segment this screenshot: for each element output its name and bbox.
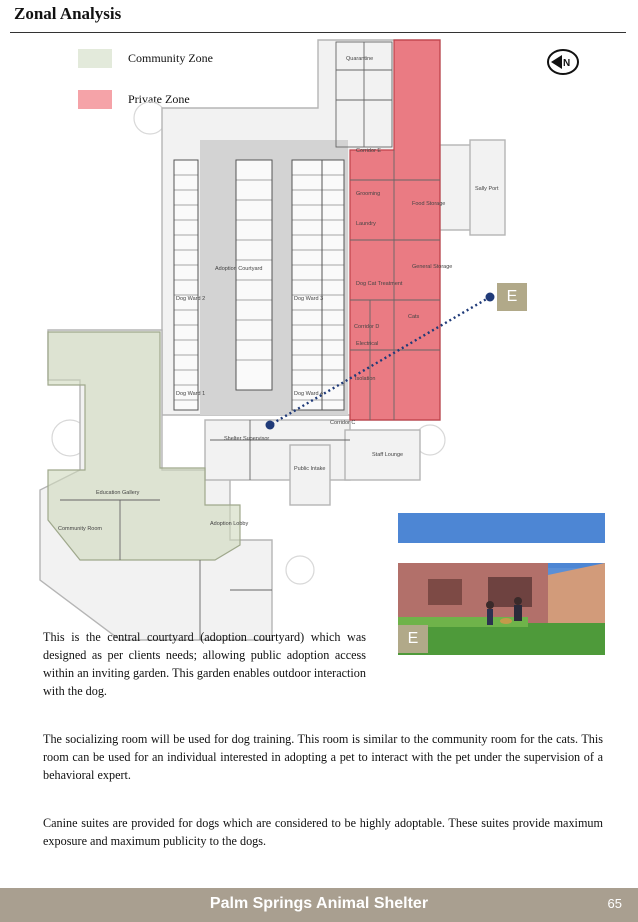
courtyard-photo [398, 513, 605, 655]
plan-label-corridor-e: Corridor E [356, 148, 382, 154]
plan-label-laundry: Laundry [356, 221, 376, 227]
svg-text:N: N [563, 58, 571, 69]
plan-label-dog-ward-3: Dog Ward 3 [294, 296, 324, 302]
plan-label-adoption-courtyard: Adoption Courtyard [215, 266, 263, 272]
plan-label-isolation: Isolation [355, 376, 376, 382]
plan-label-dog-ward-4: Dog Ward 4 [294, 391, 324, 397]
plan-label-dog-ward-1: Dog Ward 1 [176, 391, 206, 397]
footer-title: Palm Springs Animal Shelter [209, 895, 429, 912]
page-number: 65 [607, 896, 622, 911]
plan-label-community-room: Community Room [58, 526, 103, 532]
plan-label-public-intake: Public Intake [294, 466, 326, 472]
canine-paragraph: Canine suites are provided for dogs which are considered to be highly adoptable. These suites provide maximum exposure and maximum publicity to the dogs. [43, 816, 603, 848]
viewpoint-dot-map [486, 293, 495, 302]
plan-label-grooming: Grooming [356, 191, 381, 197]
page-title: Zonal Analysis [14, 4, 122, 23]
plan-label-treatment: Dog Cat Treatment [356, 281, 403, 287]
plan-label-adoption-lobby: Adoption Lobby [210, 521, 249, 527]
plan-label-dog-ward-2: Dog Ward 2 [176, 296, 206, 302]
plan-label-corridor-d: Corridor D [354, 324, 380, 330]
socializing-paragraph: The socializing room will be used for dog training. This room is similar to the community room for the cats. This room can be used for an individual interested in adopting a pet to interact with the pet under the supervision of a behavioral expert. [43, 732, 603, 782]
plan-label-sally-port: Sally Port [475, 186, 499, 192]
plan-label-quarantine: Quarantine [346, 56, 374, 62]
courtyard-paragraph: This is the central courtyard (adoption courtyard) which was designed as per clients needs; allowing public adoption access within an inviting garden. This garden enables outdoor interaction with the dog. [43, 630, 366, 698]
plan-label-shelter-supervisor: Shelter Supervisor [224, 436, 270, 442]
private-zone-label: Private Zone [128, 92, 190, 106]
plan-label-corridor-c: Corridor C [330, 420, 356, 426]
plan-label-cats: Cats [408, 314, 420, 320]
plan-label-general-storage: General Storage [412, 264, 453, 270]
north-arrow-icon [548, 50, 578, 74]
photo-viewpoint-marker: E [398, 625, 428, 653]
plan-label-electrical: Electrical [356, 341, 379, 347]
plan-label-education-gallery: Education Gallery [96, 490, 140, 496]
plan-label-food-storage: Food Storage [412, 201, 446, 207]
community-zone-label: Community Zone [128, 51, 213, 65]
footer-bar [0, 888, 638, 922]
viewpoint-dot-courtyard [266, 421, 275, 430]
plan-label-staff-lounge: Staff Lounge [372, 452, 404, 458]
map-viewpoint-marker: E [497, 283, 527, 311]
